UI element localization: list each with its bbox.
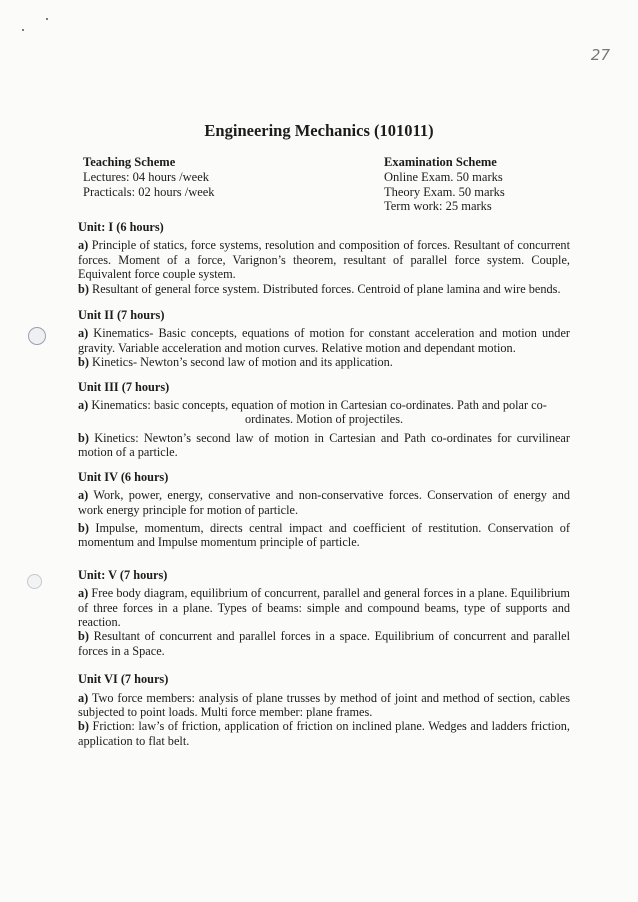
unit-paragraph	[78, 282, 570, 296]
unit-title: Unit: V (7 hours)	[78, 567, 168, 582]
unit-paragraph	[78, 691, 570, 720]
unit-title: Unit VI (7 hours)	[78, 672, 169, 687]
item-tag: a)	[78, 398, 89, 413]
item-text: Two force members: analysis of plane trusses by method of joint and method of section, cables subjected to point loads. Multi force member: plane frames.	[78, 690, 570, 719]
examination-scheme	[384, 155, 505, 214]
unit-paragraph	[78, 586, 570, 629]
syllabus-body	[78, 220, 570, 748]
item-tag: b)	[78, 520, 89, 535]
teaching-scheme-line: Lectures: 04 hours /week	[83, 169, 210, 184]
item-text: Work, power, energy, conservative and non-conservative forces. Conservation of energy and work energy principle for motion of particle.	[78, 488, 570, 517]
unit-title: Unit III (7 hours)	[78, 379, 170, 394]
item-text: Kinetics- Newton’s second law of motion and its application.	[88, 355, 393, 370]
teaching-scheme-line: Practicals: 02 hours /week	[83, 184, 215, 199]
examination-scheme-line: Theory Exam. 50 marks	[384, 184, 505, 199]
item-text: Kinematics: basic concepts, equation of motion in Cartesian co-ordinates. Path and polar co-	[88, 398, 547, 413]
item-text: Resultant of concurrent and parallel forces in a space. Equilibrium of concurrent and parallel forces in a Space.	[78, 629, 570, 658]
item-tag: a)	[78, 586, 89, 601]
examination-scheme-heading: Examination Scheme	[384, 155, 497, 169]
item-tag: b)	[78, 719, 89, 734]
item-text: Friction: law’s of friction, application of friction on inclined plane. Wedges and ladders friction, application to flat belt.	[78, 719, 570, 748]
unit-paragraph	[78, 431, 570, 460]
unit-title: Unit II (7 hours)	[78, 308, 165, 323]
item-tag: a)	[78, 326, 89, 341]
item-text: Free body diagram, equilibrium of concurrent, parallel and general forces in a plane. Equilibrium of three forces in a plane. Types of beams: simple and compound beams, type of supports and reaction.	[78, 586, 570, 629]
unit-paragraph	[78, 719, 570, 748]
item-tag: b)	[78, 430, 89, 445]
item-text: Kinematics- Basic concepts, equations of motion for constant acceleration and motion under gravity. Variable acceleration and motion curves. Relative motion and dependant motion.	[78, 326, 570, 355]
unit-paragraph	[78, 629, 570, 658]
unit-paragraph	[78, 488, 570, 517]
item-tag: a)	[78, 238, 89, 253]
item-tag: b)	[78, 629, 89, 644]
item-text: Principle of statics, force systems, resolution and composition of forces. Resultant of concurrent forces. Moment of a force, Varignon’s theorem, resultant of parallel force system. Couple, Equivalent force couple system.	[78, 238, 570, 282]
unit-section	[78, 470, 570, 550]
teaching-scheme-heading: Teaching Scheme	[83, 155, 176, 169]
item-tag: a)	[78, 690, 89, 705]
item-text: Impulse, momentum, directs central impact and coefficient of restitution. Conservation of momentum and Impulse momentum principle of particle.	[78, 520, 570, 550]
scan-speck	[22, 29, 24, 31]
unit-paragraph	[78, 355, 570, 369]
document-title: Engineering Mechanics (101011)	[204, 121, 434, 140]
item-tag: b)	[78, 355, 89, 370]
unit-paragraph-continuation: ordinates. Motion of projectiles.	[244, 412, 404, 427]
unit-section	[78, 308, 570, 370]
examination-scheme-line: Online Exam. 50 marks	[384, 169, 503, 184]
page-number: 27	[590, 46, 610, 64]
teaching-scheme	[83, 155, 215, 199]
item-tag: b)	[78, 281, 89, 296]
punch-hole-icon	[28, 327, 46, 345]
unit-title: Unit: I (6 hours)	[78, 220, 164, 234]
punch-hole-icon	[27, 574, 42, 589]
item-text: Kinetics: Newton’s second law of motion in Cartesian and Path co-ordinates for curvilinear motion of a particle.	[78, 430, 570, 460]
scan-speck	[46, 18, 48, 20]
unit-section	[78, 220, 570, 296]
unit-section	[78, 568, 570, 658]
unit-paragraph	[78, 398, 570, 412]
unit-paragraph	[78, 521, 570, 550]
item-tag: a)	[78, 488, 89, 503]
unit-paragraph	[78, 326, 570, 355]
unit-section	[78, 672, 570, 748]
unit-section	[78, 380, 570, 460]
examination-scheme-line: Term work: 25 marks	[384, 199, 492, 214]
unit-title: Unit IV (6 hours)	[78, 469, 169, 484]
unit-paragraph	[78, 238, 570, 281]
item-text: Resultant of general force system. Distributed forces. Centroid of plane lamina and wire bends.	[88, 281, 561, 296]
